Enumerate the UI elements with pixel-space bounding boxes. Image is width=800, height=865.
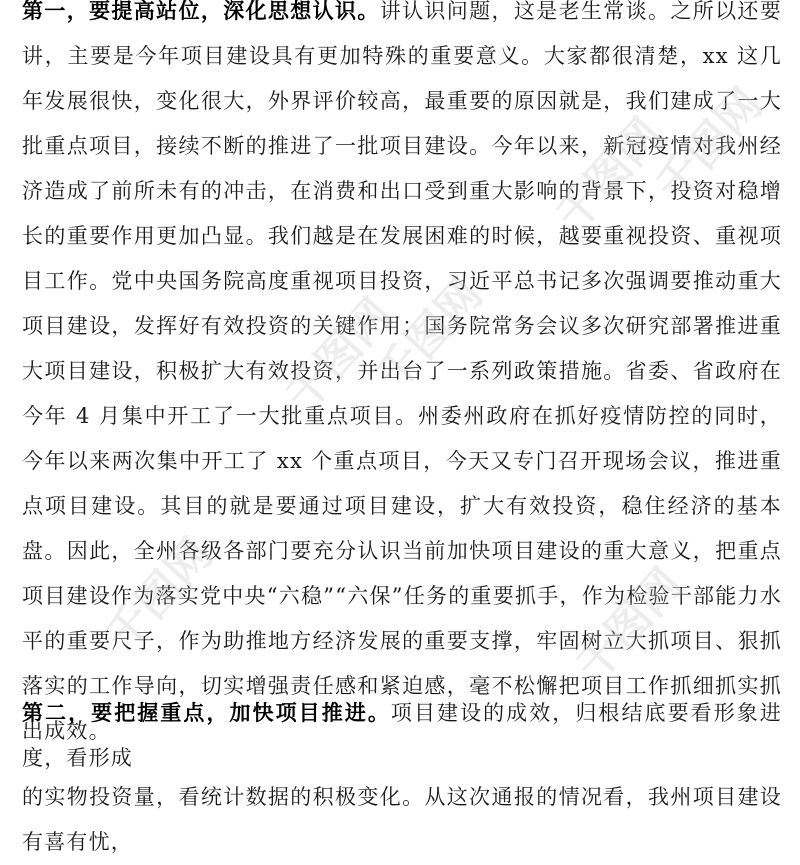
watermark: 千图网 <box>96 528 223 662</box>
paragraph-heading: 第二，要把握重点，加快项目推进。 <box>22 700 391 725</box>
paragraph-heading: 第一，要提高站位，深化思想认识。 <box>22 0 380 23</box>
paragraph-body: 讲认识问题，这是老生常谈。之所以还要讲，主要是今年项目建设具有更加特殊的重要意义。大家都很清楚，xx 这几年发展很快，变化很大，外界评价较高，最重要的原因就是，我们建成了一大批重点项目，接续不断的推进了一批项目建设。今年以来，新冠疫情对我州经济造成了前所未有的冲击，在消费和出口受到重大影响的背景下，投资对稳增长的重要作用更加凸显。我们越是在发展困难的时候，越要重视投资、重视项目工作。党中央国务院高度重视项目投资，习近平总书记多次强调要推动重大项目建设，发挥好有效投资的关键作用；国务院常务会议多次研究部署推进重大项目建设，积极扩大有效投资，并出台了一系列政策措施。省委、省政府在今年 4 月集中开工了一大批重点项目。州委州政府在抓好疫情防控的同时，今年以来两次集中开工了 xx 个重点项目，今天又专门召开现场会议，推进重点项目建设。其目的就是要通过项目建设，扩大有效投资，稳住经济的基本盘。因此，全州各级各部门要充分认识当前加快项目建设的重大意义，把重点项目建设作为落实党中央“六稳”“六保”任务的重要抓手，作为检验干部能力水平的重要尺子，作为助推地方经济发展的重要支撑，牢固树立大抓项目、狠抓落实的工作导向，切实增强责任感和紧迫感，毫不松懈把项目工作抓细抓实抓出成效。 <box>22 0 782 743</box>
watermark: 千图网 <box>566 558 693 692</box>
watermark: 千图网 <box>366 268 493 402</box>
watermark: 千图网 <box>276 288 403 422</box>
paragraph-body: 项目建设的成效，归根结底要看形象进度，看形成 <box>22 701 782 770</box>
watermark: 千图网 <box>646 78 773 212</box>
paragraph-first-point <box>22 0 782 754</box>
paragraph-second-point <box>22 690 782 781</box>
paragraph-continuation <box>22 775 782 865</box>
paragraph-body: 的实物投资量，看统计数据的积极变化。从这次通报的情况看，我州项目建设有喜有忧， <box>22 785 782 854</box>
watermark: 千图网 <box>546 108 673 242</box>
